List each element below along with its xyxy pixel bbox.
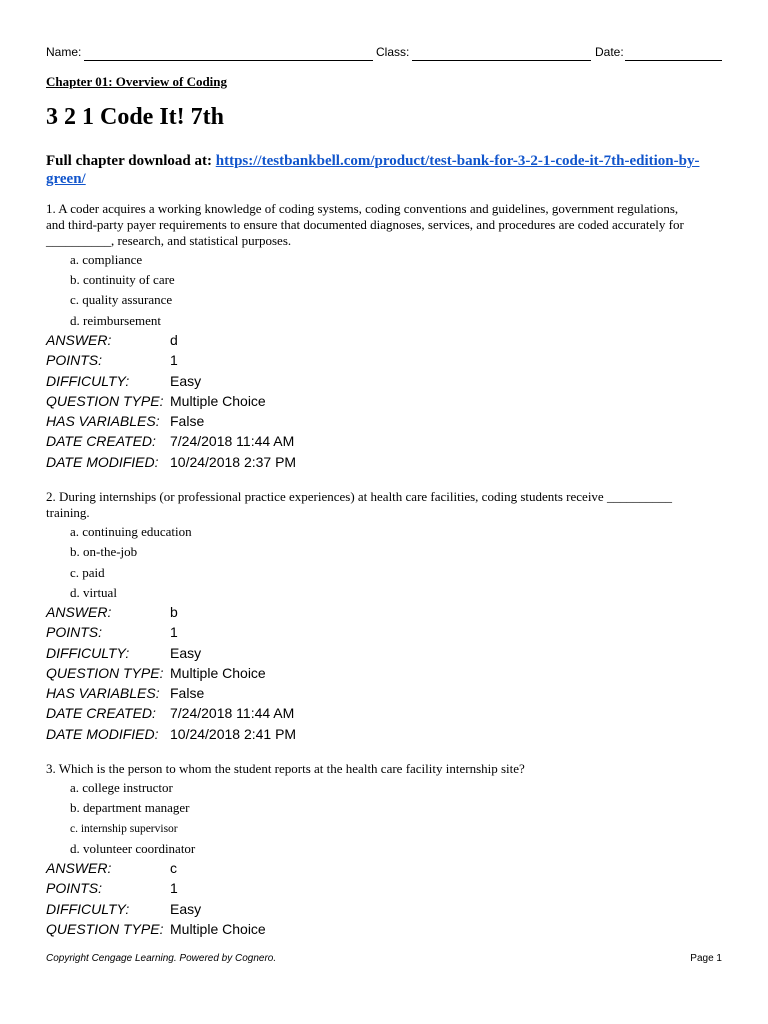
meta-row: ANSWER: d bbox=[46, 332, 178, 348]
date-blank-line bbox=[625, 60, 722, 61]
meta-row: DIFFICULTY: Easy bbox=[46, 645, 202, 661]
download-notice bbox=[46, 152, 724, 188]
meta-row: DIFFICULTY: Easy bbox=[46, 373, 202, 389]
chapter-heading: Chapter 01: Overview of Coding bbox=[46, 74, 228, 89]
question-stem: 1. A coder acquires a working knowledge of coding systems, coding conventions and guidelines, government regulations, and third-party payer requirements to ensure that documented diagnoses, services, and procedures are coded accurately for __________, research, and statistical purposes. bbox=[46, 201, 684, 248]
answer-option: c. paid bbox=[70, 565, 105, 580]
question-stem: 3. Which is the person to whom the student reports at the health care facility internship site? bbox=[46, 761, 525, 776]
answer-option: b. on-the-job bbox=[70, 544, 138, 559]
student-info-header bbox=[46, 45, 724, 63]
answer-option: c. internship supervisor bbox=[70, 823, 178, 835]
answer-option: b. continuity of care bbox=[70, 272, 175, 287]
book-title: 3 2 1 Code It! 7th bbox=[46, 104, 224, 130]
meta-row: DIFFICULTY: Easy bbox=[46, 901, 202, 917]
answer-option: d. virtual bbox=[70, 585, 117, 600]
answer-option: d. volunteer coordinator bbox=[70, 841, 196, 856]
meta-row: QUESTION TYPE: Multiple Choice bbox=[46, 393, 266, 409]
page-number: Page 1 bbox=[690, 953, 722, 964]
answer-option: d. reimbursement bbox=[70, 313, 161, 328]
answer-option: a. continuing education bbox=[70, 524, 192, 539]
answer-option: c. quality assurance bbox=[70, 292, 173, 307]
download-label: Full chapter download at: bbox=[46, 153, 216, 169]
meta-row: DATE MODIFIED: 10/24/2018 2:41 PM bbox=[46, 726, 297, 742]
meta-row: DATE CREATED: 7/24/2018 11:44 AM bbox=[46, 433, 295, 449]
answer-option: b. department manager bbox=[70, 800, 190, 815]
name-blank-line bbox=[84, 60, 373, 61]
meta-row: DATE CREATED: 7/24/2018 11:44 AM bbox=[46, 705, 295, 721]
meta-row: POINTS: 1 bbox=[46, 352, 178, 368]
date-label: Date: bbox=[595, 45, 624, 59]
meta-row: HAS VARIABLES: False bbox=[46, 685, 205, 701]
meta-row: QUESTION TYPE: Multiple Choice bbox=[46, 921, 266, 937]
answer-option: a. college instructor bbox=[70, 780, 173, 795]
meta-row: POINTS: 1 bbox=[46, 880, 178, 896]
document-page bbox=[46, 0, 724, 1024]
download-link[interactable]: https://testbankbell.com/product/test-bank-for-3-2-1-code-it-7th-edition-by- green/ bbox=[46, 153, 700, 187]
class-label: Class: bbox=[376, 45, 410, 59]
meta-row: QUESTION TYPE: Multiple Choice bbox=[46, 665, 266, 681]
meta-row: ANSWER: c bbox=[46, 860, 177, 876]
copyright-text: Copyright Cengage Learning. Powered by Cognero. bbox=[46, 953, 277, 964]
question-stem: 2. During internships (or professional practice experiences) at health care facilities, coding students receive __________ training. bbox=[46, 489, 672, 520]
meta-row: HAS VARIABLES: False bbox=[46, 413, 205, 429]
meta-row: ANSWER: b bbox=[46, 604, 178, 620]
class-blank-line bbox=[412, 60, 591, 61]
meta-row: DATE MODIFIED: 10/24/2018 2:37 PM bbox=[46, 454, 297, 470]
name-label: Name: bbox=[46, 45, 82, 59]
meta-row: POINTS: 1 bbox=[46, 624, 178, 640]
answer-option: a. compliance bbox=[70, 252, 143, 267]
